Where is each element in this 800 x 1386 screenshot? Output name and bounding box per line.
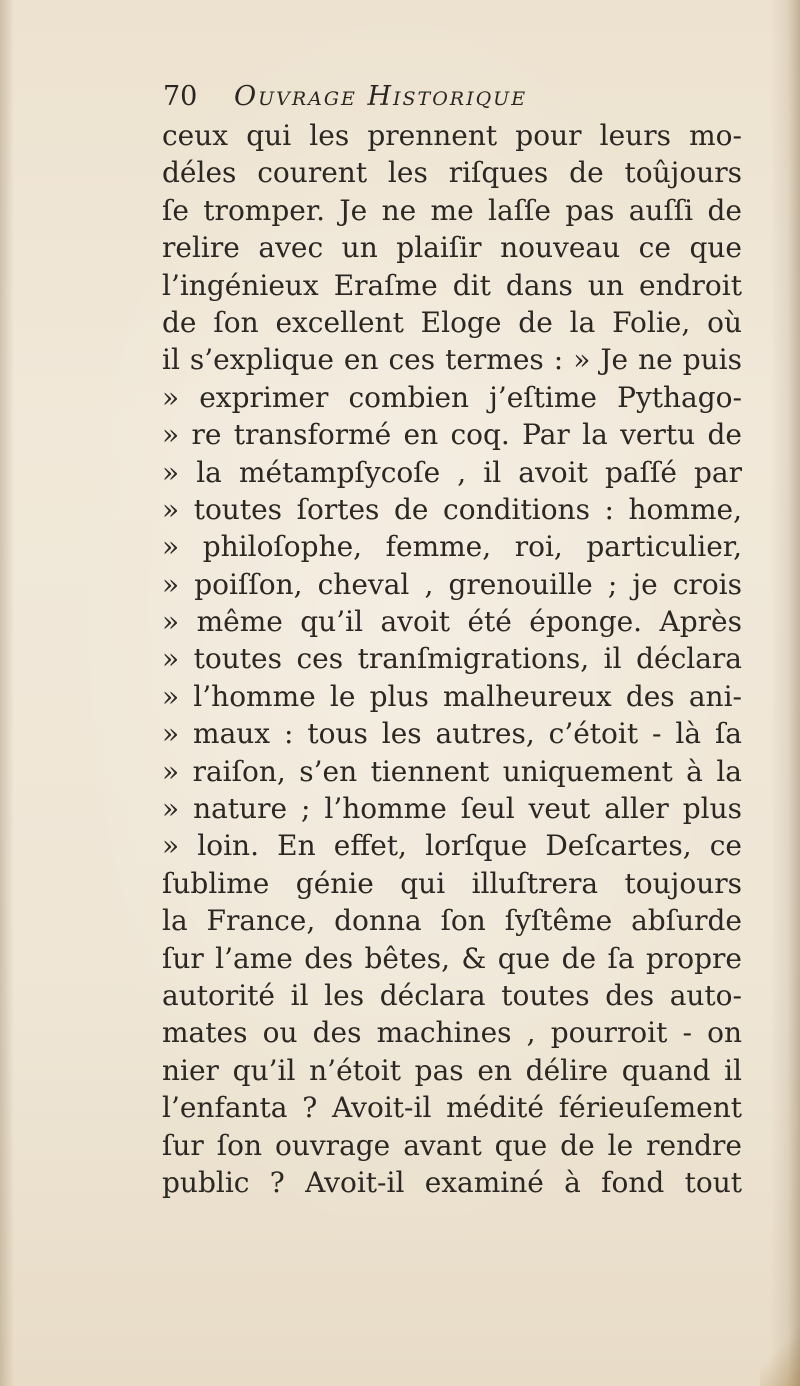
page-header: [163, 81, 723, 121]
text-line: nier qu’il n’étoit pas en délire quand il: [162, 1053, 742, 1087]
page-left-shadow: [0, 0, 14, 1386]
text-line: » re transformé en coq. Par la vertu de: [162, 418, 742, 452]
text-line: il s’explique en ces termes : » Je ne puis: [162, 343, 742, 377]
text-line: ſublime génie qui illuſtrera toujours: [162, 866, 742, 900]
page-right-shadow: [770, 0, 800, 1386]
text-line: ſur ſon ouvrage avant que de le rendre: [162, 1128, 742, 1162]
text-line: » toutes ſortes de conditions : homme,: [162, 492, 742, 526]
text-line: la France, donna ſon ſyſtême abſurde: [162, 904, 742, 938]
text-line: ſe tromper. Je ne me laſſe pas auſſi de: [162, 193, 742, 227]
text-line: » même qu’il avoit été éponge. Après: [162, 605, 742, 639]
page-number: 70: [163, 81, 198, 112]
text-line: déles courent les riſques de toûjours: [162, 156, 742, 190]
text-line: » poiſſon, cheval , grenouille ; je crois: [162, 567, 742, 601]
page-corner-stain: [760, 1326, 800, 1386]
body-text: [162, 117, 742, 1201]
running-title: Ouvrage Historique: [233, 81, 528, 112]
text-line: » l’homme le plus malheureux des ani-: [162, 679, 742, 713]
text-line: ceux qui les prennent pour leurs mo-: [162, 119, 742, 152]
text-line: » loin. En effet, lorſque Deſcartes, ce: [162, 829, 742, 863]
text-line: » la métampſycoſe , il avoit paſſé par: [162, 455, 742, 489]
text-line: » toutes ces tranſmigrations, il déclara: [162, 642, 742, 676]
text-line: de ſon excellent Eloge de la Folie, où: [162, 305, 742, 339]
text-line: autorité il les déclara toutes des auto-: [162, 978, 742, 1012]
text-line: mates ou des machines , pourroit - on: [162, 1016, 742, 1050]
text-line: ſur l’ame des bêtes, & que de ſa propre: [162, 941, 742, 975]
text-line: » exprimer combien j’eſtime Pythago-: [162, 380, 742, 414]
text-line: public ? Avoit-il examiné à fond tout: [162, 1165, 742, 1199]
text-line: » raiſon, s’en tiennent uniquement à la: [162, 754, 742, 788]
text-line: l’enfanta ? Avoit-il médité férieuſement: [162, 1091, 742, 1125]
text-line: » maux : tous les autres, c’étoit - là ſa: [162, 717, 742, 751]
text-line: » philoſophe, femme, roi, particulier,: [162, 530, 742, 564]
text-line: relire avec un plaiſir nouveau ce que: [162, 231, 742, 265]
text-line: » nature ; l’homme ſeul veut aller plus: [162, 792, 742, 826]
text-line: l’ingénieux Eraſme dit dans un endroit: [162, 268, 742, 302]
